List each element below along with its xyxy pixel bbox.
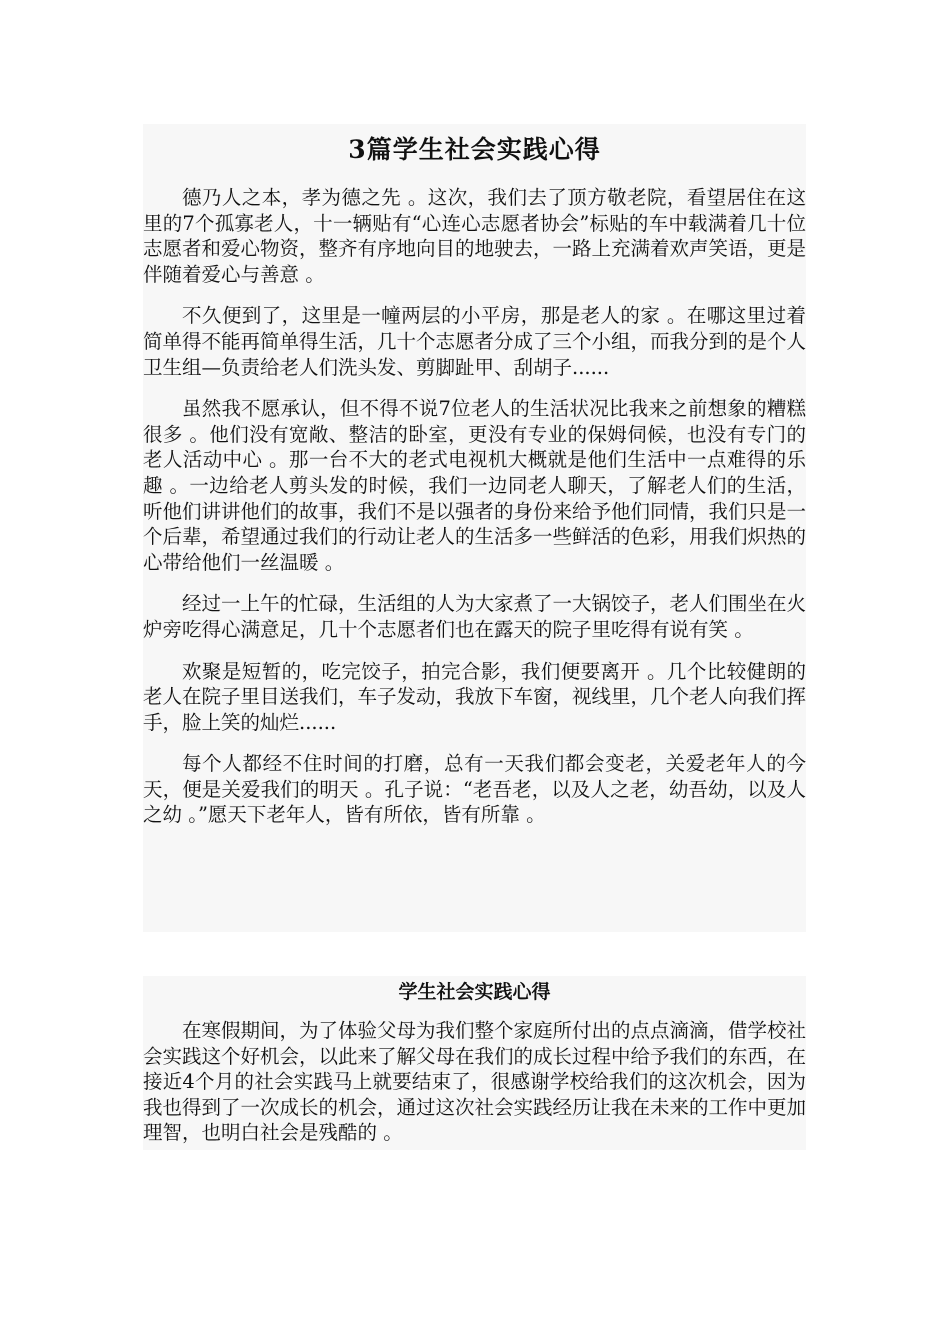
article-2-title: 学生社会实践心得: [398, 981, 551, 1003]
article-2-paragraph-1: 在寒假期间，为了体验父母为我们整个家庭所付出的点点滴滴，借学校社会实践这个好机会，以此来了解父母在我们的成长过程中给予我们的东西，在接近4个月的社会实践马上就要结束了，很感谢学校给我们的这次机会，因为我也得到了一次成长的机会，通过这次社会实践经历让我在未来的工作中更加理智，也明白社会是残酷的 。: [143, 1019, 807, 1145]
article-1: [143, 124, 806, 932]
article-1-paragraph-3: 虽然我不愿承认，但不得不说7位老人的生活状况比我来之前想象的糟糕很多 。他们没有宽敞、整洁的卧室，更没有专业的保姆伺候，也没有专门的老人活动中心 。那一台不大的老式电视机大概就是他们生活中一点难得的乐趣 。一边给老人剪头发的时候，我们一边同老人聊天，了解老人们的生活，听他们讲讲他们的故事，我们不是以强者的身份来给予他们同情，我们只是一个后辈，希望通过我们的行动让老人的生活多一些鲜活的色彩，用我们炽热的心带给他们一丝温暖 。: [143, 397, 807, 574]
article-1-paragraph-2: 不久便到了，这里是一幢两层的小平房，那是老人的家 。在哪这里过着简单得不能再简单得生活，几十个志愿者分成了三个小组，而我分到的是个人卫生组—负责给老人们洗头发、剪脚趾甲、刮胡子......: [143, 304, 807, 379]
article-2: [143, 976, 806, 1150]
article-1-paragraph-1: 德乃人之本，孝为德之先 。这次，我们去了顶方敬老院，看望居住在这里的7个孤寡老人，十一辆贴有“心连心志愿者协会”标贴的车中载满着几十位志愿者和爱心物资，整齐有序地向目的地驶去，一路上充满着欢声笑语，更是伴随着爱心与善意 。: [143, 186, 807, 286]
article-1-paragraph-6: 每个人都经不住时间的打磨，总有一天我们都会变老，关爱老年人的今天，便是关爱我们的明天 。孔子说：“老吾老，以及人之老，幼吾幼，以及人之幼 。”愿天下老年人，皆有所依，皆有所靠 。: [143, 752, 806, 827]
article-1-title: 3篇学生社会实践心得: [348, 135, 601, 164]
article-1-paragraph-5: 欢聚是短暂的，吃完饺子，拍完合影，我们便要离开 。几个比较健朗的老人在院子里目送我们，车子发动，我放下车窗，视线里，几个老人向我们挥手，脸上笑的灿烂......: [143, 659, 807, 734]
article-1-paragraph-4: 经过一上午的忙碌，生活组的人为大家煮了一大锅饺子，老人们围坐在火炉旁吃得心满意足，几十个志愿者们也在露天的院子里吃得有说有笑 。: [143, 592, 807, 641]
